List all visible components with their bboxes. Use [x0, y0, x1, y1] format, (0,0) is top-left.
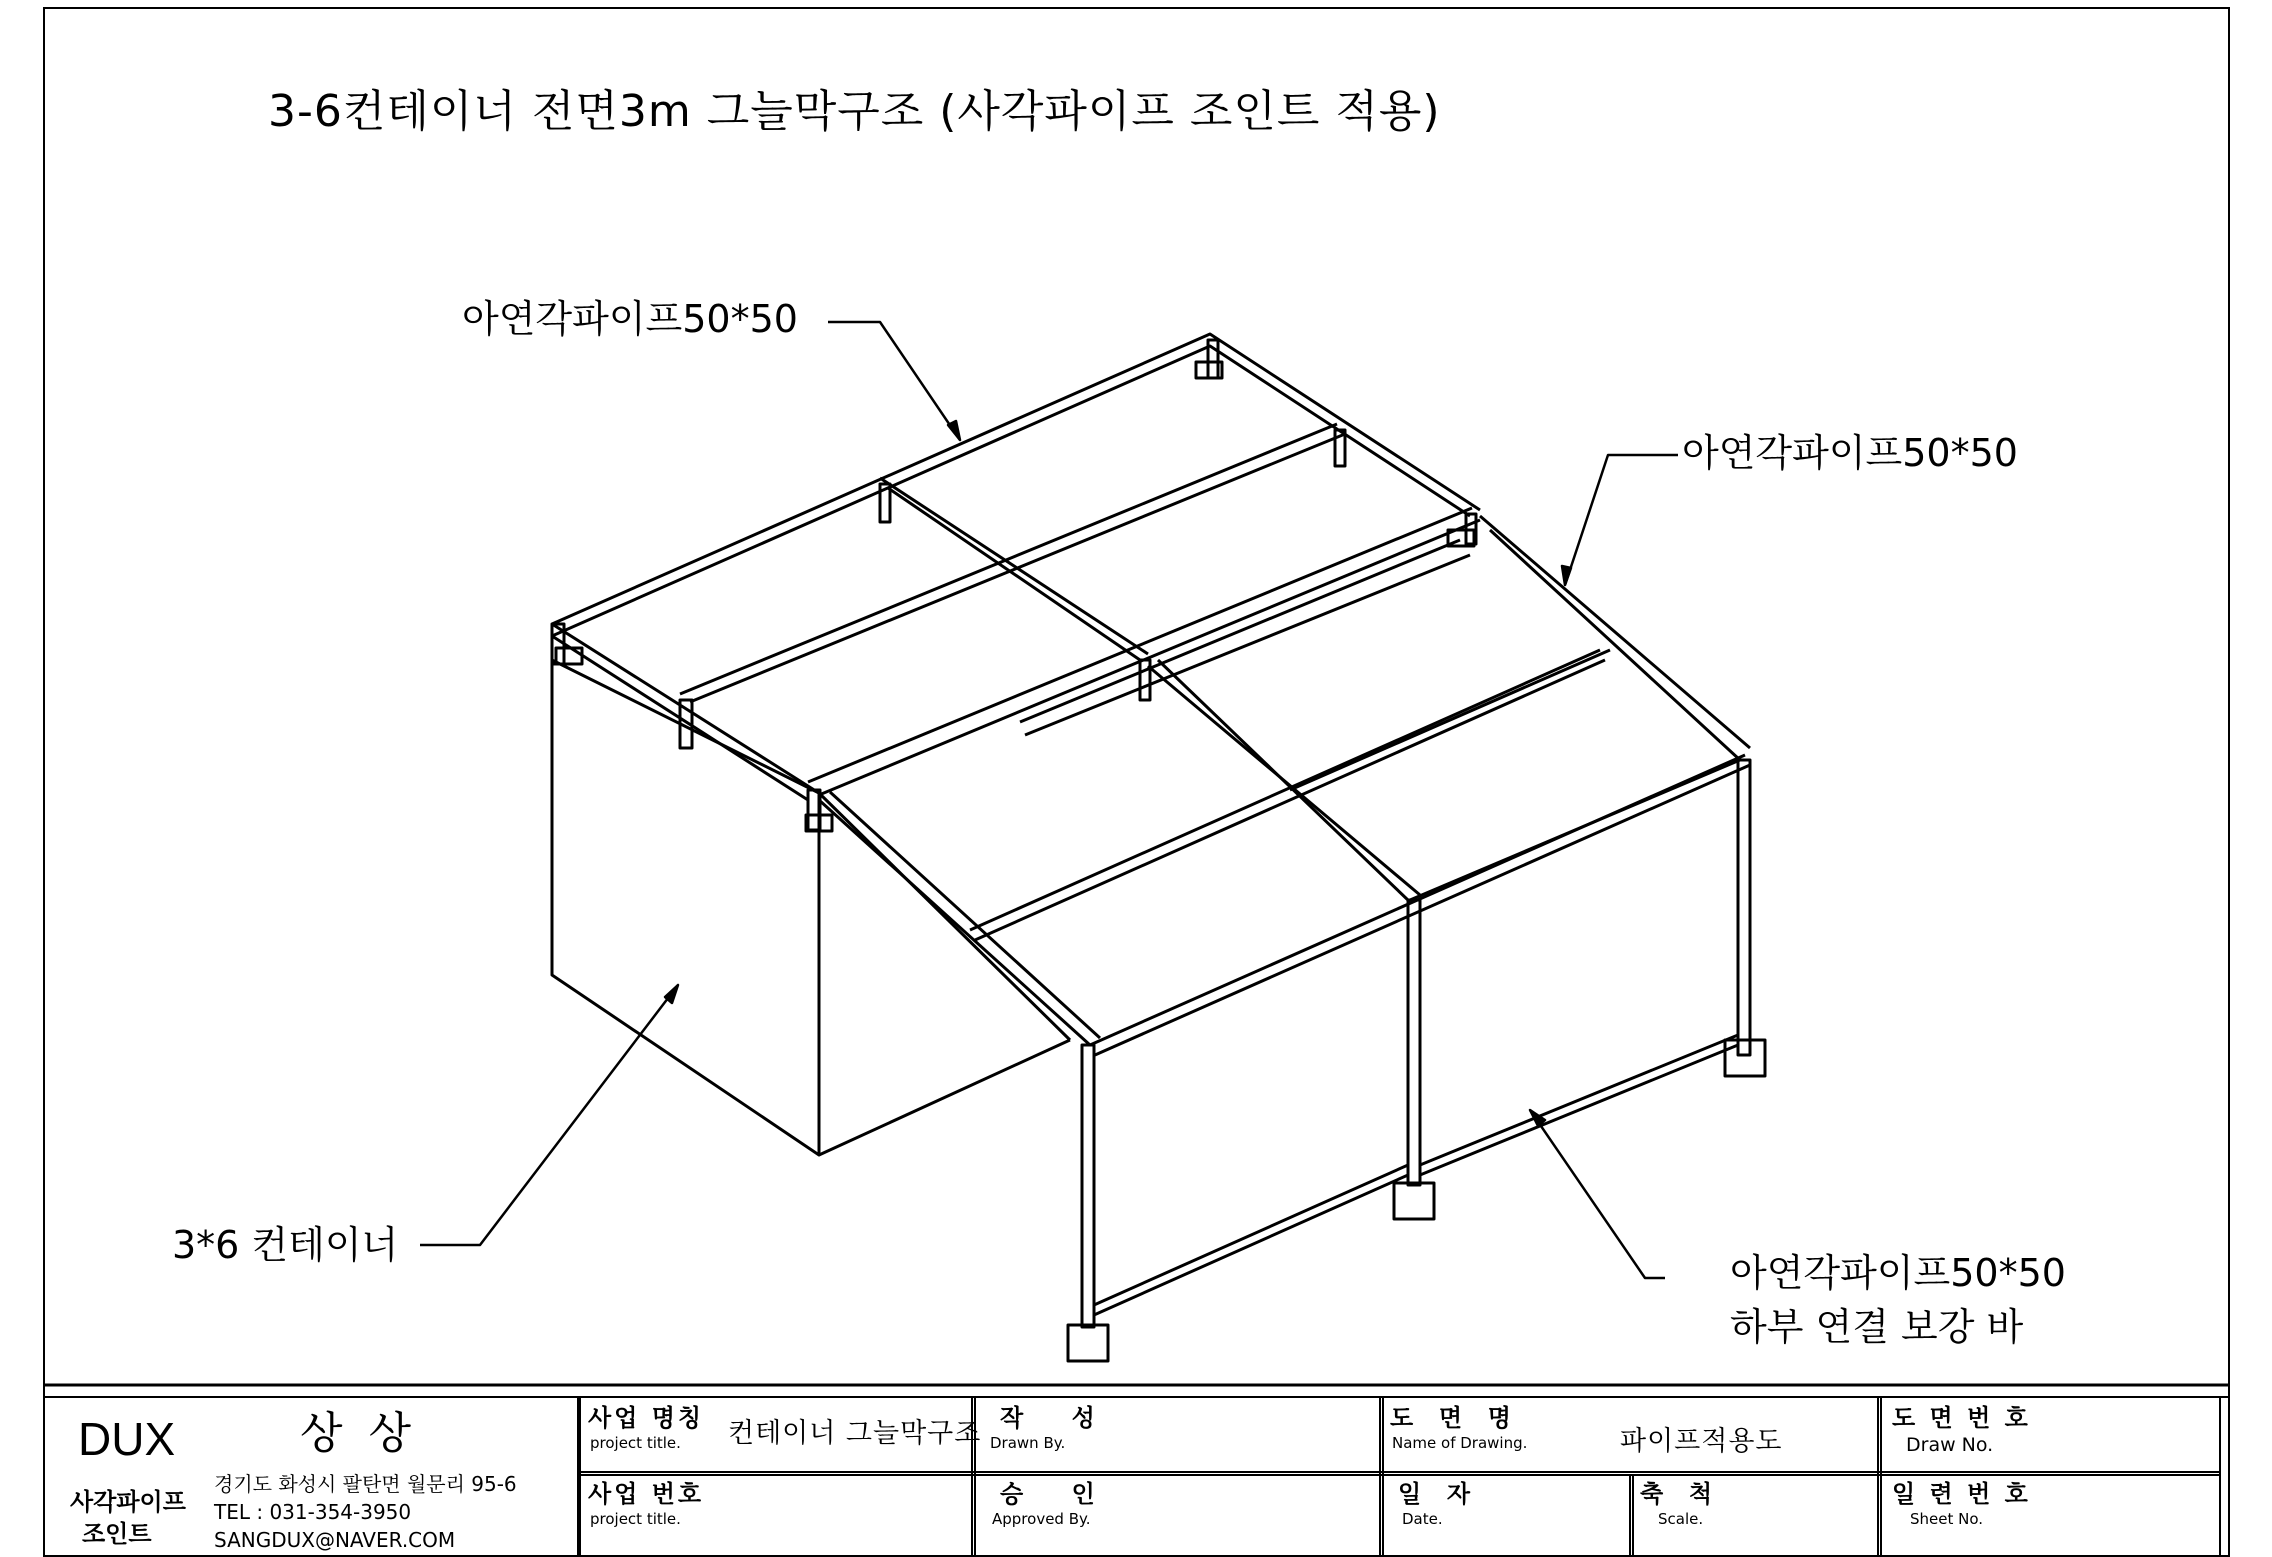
- drawn-by-label: 작 성: [1000, 1404, 1098, 1432]
- company-tel: TEL : 031-354-3950: [214, 1500, 412, 1524]
- drawing-title: 3-6컨테이너 전면3m 그늘막구조 (사각파이프 조인트 적용): [268, 86, 1441, 137]
- drawing-name-value: 파이프적용도: [1620, 1426, 1783, 1457]
- project-name-value: 컨테이너 그늘막구조: [728, 1418, 982, 1449]
- company-product-line2: 조인트: [82, 1520, 152, 1548]
- project-no-label: 사업 번호: [588, 1480, 705, 1508]
- callout-lower-bar: 하부 연결 보강 바: [1730, 1305, 2024, 1349]
- scale-label-en: Scale.: [1658, 1510, 1704, 1528]
- date-label-en: Date.: [1402, 1510, 1443, 1528]
- callout-lower-pipe: 아연각파이프50*50: [1730, 1251, 2066, 1295]
- company-address: 경기도 화성시 팔탄면 월문리 95-6: [214, 1472, 517, 1496]
- callout-right-pipe: 아연각파이프50*50: [1682, 431, 2018, 475]
- sheet-no-label-en: Sheet No.: [1910, 1510, 1984, 1528]
- drawing-name-label-en: Name of Drawing.: [1392, 1434, 1528, 1452]
- draw-no-label: 도 면 번 호: [1892, 1404, 2031, 1432]
- approved-by-label: 승 인: [1000, 1480, 1098, 1508]
- company-name: 상 상: [300, 1408, 417, 1459]
- company-email: SANGDUX@NAVER.COM: [214, 1528, 456, 1552]
- drawn-by-label-en: Drawn By.: [990, 1434, 1066, 1452]
- project-name-label-en: project title.: [590, 1434, 681, 1452]
- project-no-label-en: project title.: [590, 1510, 681, 1528]
- date-label: 일 자: [1398, 1480, 1474, 1508]
- scale-label: 축 척: [1640, 1480, 1716, 1508]
- project-name-label: 사업 명칭: [588, 1404, 705, 1432]
- draw-no-label-en: Draw No.: [1906, 1434, 1994, 1456]
- company-product-line1: 사각파이프: [70, 1488, 186, 1516]
- front-canopy-frame: [819, 516, 1765, 1361]
- drawing-name-label: 도 면 명: [1390, 1404, 1514, 1432]
- container-box: [552, 660, 1070, 1155]
- company-brand: DUX: [78, 1413, 176, 1465]
- approved-by-label-en: Approved By.: [992, 1510, 1091, 1528]
- callout-top-pipe: 아연각파이프50*50: [462, 297, 798, 341]
- callout-container: 3*6 컨테이너: [172, 1223, 399, 1267]
- sheet-no-label: 일 련 번 호: [1892, 1480, 2031, 1508]
